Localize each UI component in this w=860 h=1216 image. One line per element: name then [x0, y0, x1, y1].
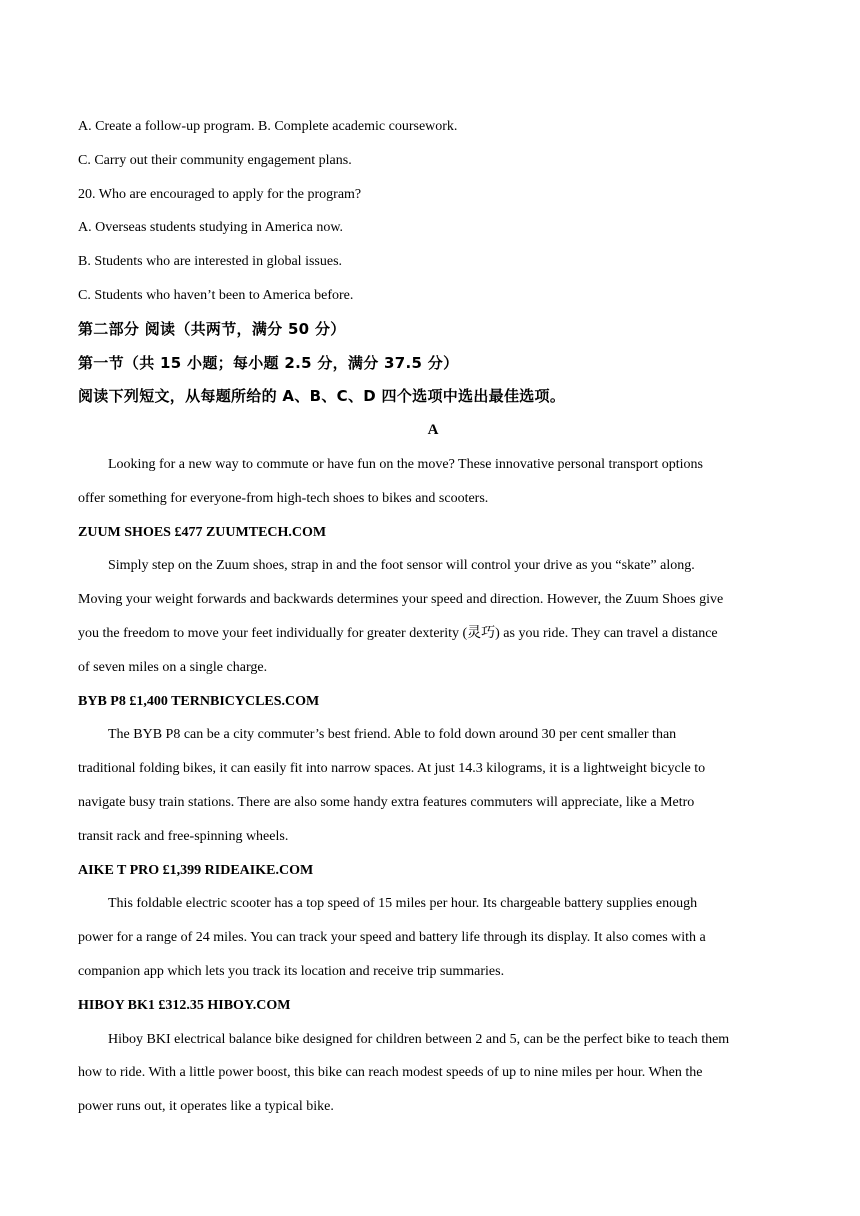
passage-letter: A	[427, 422, 439, 439]
passage-intro-line-2: offer something for everyone-from high-tech shoes to bikes and scooters.	[78, 490, 489, 506]
q19-option-c: C. Carry out their community engagement plans.	[78, 152, 352, 168]
item-text-line: you the freedom to move your feet individually for greater dexterity (灵巧) as you ride. They can travel a distance	[78, 625, 718, 641]
item-text-line: of seven miles on a single charge.	[78, 659, 268, 675]
section-one-heading: 第一节（共 15 小题；每小题 2.5 分，满分 37.5 分）	[78, 353, 459, 372]
q20-option-b: B. Students who are interested in global issues.	[78, 254, 343, 270]
item-text-line: Simply step on the Zuum shoes, strap in and the foot sensor will control your drive as you “skate” along.	[108, 558, 695, 574]
item-text-line: This foldable electric scooter has a top speed of 15 miles per hour. Its chargeable battery supplies enough	[108, 896, 698, 912]
q20-option-c: C. Students who haven’t been to America before.	[78, 287, 354, 303]
item-heading-zuum: ZUUM SHOES £477 ZUUMTECH.COM	[78, 524, 327, 540]
item-text-line: Hiboy BKI electrical balance bike designed for children between 2 and 5, can be the perfect bike to teach them	[108, 1031, 730, 1047]
q20-option-a: A. Overseas students studying in America now.	[78, 220, 344, 236]
item-heading-hiboy: HIBOY BK1 £312.35 HIBOY.COM	[78, 997, 291, 1013]
item-heading-aike: AIKE T PRO £1,399 RIDEAIKE.COM	[78, 862, 314, 878]
item-heading-byb: BYB P8 £1,400 TERNBICYCLES.COM	[78, 693, 320, 709]
part-two-heading: 第二部分 阅读（共两节，满分 50 分）	[78, 319, 346, 338]
item-text-line: companion app which lets you track its location and receive trip summaries.	[78, 963, 505, 979]
reading-instruction: 阅读下列短文，从每题所给的 A、B、C、D 四个选项中选出最佳选项。	[78, 387, 566, 406]
item-text-line: navigate busy train stations. There are also some handy extra features commuters will appreciate, like a Metro	[78, 794, 695, 810]
item-text-line: traditional folding bikes, it can easily fit into narrow spaces. At just 14.3 kilograms, it is a lightweight bicycle to	[78, 761, 706, 777]
item-text-line: transit rack and free-spinning wheels.	[78, 828, 289, 844]
item-text-line: how to ride. With a little power boost, this bike can reach modest speeds of up to nine miles per hour. When the	[78, 1065, 703, 1081]
item-text-line: Moving your weight forwards and backwards determines your speed and direction. However, the Zuum Shoes give	[78, 592, 724, 608]
item-text-line: The BYB P8 can be a city commuter’s best friend. Able to fold down around 30 per cent smaller than	[108, 727, 677, 743]
item-text-line: power runs out, it operates like a typical bike.	[78, 1099, 334, 1115]
passage-intro-line-1: Looking for a new way to commute or have fun on the move? These innovative personal transport options	[108, 456, 703, 472]
q20-question: 20. Who are encouraged to apply for the program?	[78, 186, 362, 202]
q19-options-ab: A. Create a follow-up program. B. Complete academic coursework.	[78, 119, 458, 134]
item-text-line: power for a range of 24 miles. You can track your speed and battery life through its display. It also comes with a	[78, 930, 706, 946]
document-page	[78, 110, 788, 1124]
